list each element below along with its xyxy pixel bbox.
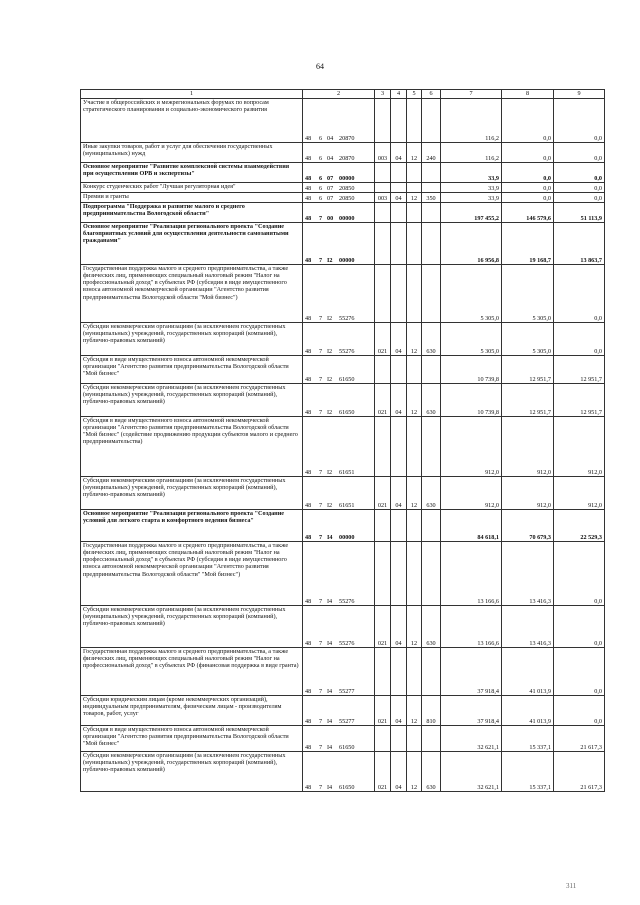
value-col7: 5 305,0 bbox=[441, 265, 502, 323]
table-row bbox=[81, 143, 605, 163]
code-part: 55276 bbox=[339, 347, 355, 355]
col5-cell: 12 bbox=[407, 752, 422, 792]
code-part: 07 bbox=[327, 184, 334, 192]
col6-cell bbox=[422, 183, 441, 193]
code-part: I2 bbox=[327, 347, 333, 355]
table-header-row bbox=[81, 90, 605, 99]
row-code bbox=[303, 606, 375, 648]
value-col8: 13 416,3 bbox=[502, 606, 554, 648]
col4-cell bbox=[391, 648, 407, 696]
code-part: 6 bbox=[319, 194, 323, 202]
table-row bbox=[81, 510, 605, 542]
value-col7: 116,2 bbox=[441, 143, 502, 163]
row-code bbox=[303, 183, 375, 193]
code-part: I4 bbox=[327, 533, 333, 541]
col6-cell bbox=[422, 417, 441, 477]
col5-cell bbox=[407, 163, 422, 183]
code-part: I4 bbox=[327, 783, 333, 791]
code-part: 7 bbox=[319, 783, 323, 791]
code-part: 04 bbox=[327, 134, 334, 142]
col6-cell bbox=[422, 726, 441, 752]
code-part: I4 bbox=[327, 639, 333, 647]
header-cell: 6 bbox=[422, 90, 441, 99]
row-code bbox=[303, 193, 375, 203]
col5-cell: 12 bbox=[407, 606, 422, 648]
code-part: 48 bbox=[305, 783, 312, 791]
code-part: 20870 bbox=[339, 134, 355, 142]
col3-cell bbox=[375, 417, 391, 477]
value-col8: 19 168,7 bbox=[502, 223, 554, 265]
col3-cell: 003 bbox=[375, 193, 391, 203]
value-col8: 5 305,0 bbox=[502, 265, 554, 323]
value-col9: 0,0 bbox=[554, 323, 605, 356]
col6-cell bbox=[422, 648, 441, 696]
col4-cell bbox=[391, 203, 407, 223]
row-code bbox=[303, 510, 375, 542]
row-code bbox=[303, 356, 375, 384]
page-number: 64 bbox=[316, 62, 324, 71]
row-name: Основное мероприятие "Реализация регионального проекта "Создание благоприятных условий для осуществления деятельности самозанятыми гражданами" bbox=[81, 223, 303, 265]
value-col7: 84 618,1 bbox=[441, 510, 502, 542]
value-col7: 5 305,0 bbox=[441, 323, 502, 356]
code-part: 00000 bbox=[339, 533, 355, 541]
value-col9: 0,0 bbox=[554, 696, 605, 726]
header-cell: 8 bbox=[502, 90, 554, 99]
col6-cell: 630 bbox=[422, 606, 441, 648]
code-part: 7 bbox=[319, 375, 323, 383]
code-part: 48 bbox=[305, 687, 312, 695]
code-part: 55276 bbox=[339, 597, 355, 605]
row-name: Основное мероприятие "Реализация регионального проекта "Создание условий для легкого старта и комфортного ведения бизнеса" bbox=[81, 510, 303, 542]
row-name: Подпрограмма "Поддержка и развитие малого и среднего предпринимательства Вологодской области" bbox=[81, 203, 303, 223]
col5-cell bbox=[407, 183, 422, 193]
table-row bbox=[81, 384, 605, 417]
col6-cell bbox=[422, 542, 441, 606]
col4-cell bbox=[391, 726, 407, 752]
col3-cell bbox=[375, 163, 391, 183]
col3-cell bbox=[375, 356, 391, 384]
row-code bbox=[303, 143, 375, 163]
col6-cell: 630 bbox=[422, 752, 441, 792]
col6-cell: 240 bbox=[422, 143, 441, 163]
code-part: 6 bbox=[319, 174, 323, 182]
col6-cell bbox=[422, 265, 441, 323]
header-cell: 4 bbox=[391, 90, 407, 99]
col4-cell bbox=[391, 510, 407, 542]
code-part: I2 bbox=[327, 375, 333, 383]
row-code bbox=[303, 752, 375, 792]
col3-cell bbox=[375, 223, 391, 265]
col5-cell: 12 bbox=[407, 143, 422, 163]
value-col7: 33,9 bbox=[441, 183, 502, 193]
value-col8: 5 305,0 bbox=[502, 323, 554, 356]
col4-cell bbox=[391, 223, 407, 265]
col4-cell: 04 bbox=[391, 323, 407, 356]
code-part: 7 bbox=[319, 501, 323, 509]
row-name: Субсидия в виде имущественного взноса автономной некоммерческой организации "Агентство развития предпринимательства Вологодской области "Мой бизнес" (содействие продвижению продукции субъектов малого и среднего предпринимательства) bbox=[81, 417, 303, 477]
row-name: Конкурс студенческих работ "Лучшая регуляторная идея" bbox=[81, 183, 303, 193]
col5-cell: 12 bbox=[407, 477, 422, 510]
value-col9: 21 617,3 bbox=[554, 752, 605, 792]
row-name: Субсидии юридическим лицам (кроме некоммерческих организаций), индивидуальным предпринимателям, физическим лицам - производителям товаров, работ, услуг bbox=[81, 696, 303, 726]
row-code bbox=[303, 726, 375, 752]
col5-cell bbox=[407, 203, 422, 223]
value-col8: 70 679,3 bbox=[502, 510, 554, 542]
table-row bbox=[81, 542, 605, 606]
col5-cell bbox=[407, 542, 422, 606]
col5-cell bbox=[407, 265, 422, 323]
col3-cell bbox=[375, 265, 391, 323]
code-part: 07 bbox=[327, 194, 334, 202]
value-col8: 0,0 bbox=[502, 99, 554, 143]
value-col9: 912,0 bbox=[554, 477, 605, 510]
value-col8: 912,0 bbox=[502, 417, 554, 477]
code-part: I4 bbox=[327, 717, 333, 725]
col3-cell: 021 bbox=[375, 477, 391, 510]
code-part: 7 bbox=[319, 314, 323, 322]
code-part: I2 bbox=[327, 408, 333, 416]
header-cell: 3 bbox=[375, 90, 391, 99]
col4-cell bbox=[391, 356, 407, 384]
row-code bbox=[303, 417, 375, 477]
col4-cell bbox=[391, 542, 407, 606]
col6-cell: 630 bbox=[422, 477, 441, 510]
code-part: I4 bbox=[327, 743, 333, 751]
value-col7: 912,0 bbox=[441, 417, 502, 477]
code-part: 00000 bbox=[339, 214, 355, 222]
col5-cell bbox=[407, 356, 422, 384]
col3-cell: 021 bbox=[375, 696, 391, 726]
code-part: 7 bbox=[319, 214, 323, 222]
row-code bbox=[303, 223, 375, 265]
code-part: 55277 bbox=[339, 687, 355, 695]
code-part: 7 bbox=[319, 597, 323, 605]
value-col9: 51 113,9 bbox=[554, 203, 605, 223]
value-col8: 0,0 bbox=[502, 193, 554, 203]
row-code bbox=[303, 163, 375, 183]
value-col9: 0,0 bbox=[554, 265, 605, 323]
table-row bbox=[81, 606, 605, 648]
header-cell: 9 bbox=[554, 90, 605, 99]
col4-cell: 04 bbox=[391, 384, 407, 417]
value-col9: 12 951,7 bbox=[554, 356, 605, 384]
col6-cell bbox=[422, 203, 441, 223]
col5-cell bbox=[407, 510, 422, 542]
table-row bbox=[81, 223, 605, 265]
col3-cell: 021 bbox=[375, 323, 391, 356]
code-part: I2 bbox=[327, 501, 333, 509]
row-name: Государственная поддержка малого и среднего предпринимательства, а также физических лиц, применяющих специальный налоговый режим "Налог на профессиональный доход" в субъектах РФ (финансовая поддержка в виде гранта) bbox=[81, 648, 303, 696]
value-col7: 116,2 bbox=[441, 99, 502, 143]
value-col8: 13 416,3 bbox=[502, 542, 554, 606]
code-part: 7 bbox=[319, 743, 323, 751]
header-cell: 2 bbox=[303, 90, 375, 99]
col3-cell: 003 bbox=[375, 143, 391, 163]
row-name: Иные закупки товаров, работ и услуг для обеспечения государственных (муниципальных) нужд bbox=[81, 143, 303, 163]
col3-cell bbox=[375, 542, 391, 606]
col6-cell bbox=[422, 163, 441, 183]
value-col9: 22 529,3 bbox=[554, 510, 605, 542]
code-part: 7 bbox=[319, 256, 323, 264]
code-part: 61650 bbox=[339, 783, 355, 791]
row-name: Субсидии некоммерческим организациям (за исключением государственных (муниципальных) учреждений, государственных корпораций (компаний), публично-правовых компаний) bbox=[81, 384, 303, 417]
col3-cell: 021 bbox=[375, 384, 391, 417]
header-cell: 7 bbox=[441, 90, 502, 99]
value-col7: 912,0 bbox=[441, 477, 502, 510]
row-code bbox=[303, 323, 375, 356]
value-col7: 13 166,6 bbox=[441, 606, 502, 648]
code-part: I4 bbox=[327, 597, 333, 605]
value-col7: 37 918,4 bbox=[441, 696, 502, 726]
value-col9: 0,0 bbox=[554, 99, 605, 143]
code-part: 00000 bbox=[339, 174, 355, 182]
col4-cell: 04 bbox=[391, 696, 407, 726]
code-part: 55276 bbox=[339, 314, 355, 322]
code-part: I4 bbox=[327, 687, 333, 695]
row-code bbox=[303, 696, 375, 726]
col4-cell: 04 bbox=[391, 606, 407, 648]
value-col9: 0,0 bbox=[554, 542, 605, 606]
col5-cell: 12 bbox=[407, 193, 422, 203]
code-part: 55277 bbox=[339, 717, 355, 725]
col3-cell bbox=[375, 183, 391, 193]
code-part: 04 bbox=[327, 154, 334, 162]
value-col9: 0,0 bbox=[554, 163, 605, 183]
table-row bbox=[81, 726, 605, 752]
value-col9: 13 863,7 bbox=[554, 223, 605, 265]
code-part: I2 bbox=[327, 468, 333, 476]
table-row bbox=[81, 99, 605, 143]
corner-mark: 311 bbox=[566, 882, 577, 890]
row-name: Субсидия в виде имущественного взноса автономной некоммерческой организации "Агентство развития предпринимательства Вологодской области "Мой бизнес" bbox=[81, 726, 303, 752]
table-row bbox=[81, 323, 605, 356]
col5-cell bbox=[407, 648, 422, 696]
code-part: 61651 bbox=[339, 468, 355, 476]
value-col7: 16 956,8 bbox=[441, 223, 502, 265]
code-part: 48 bbox=[305, 533, 312, 541]
col4-cell: 04 bbox=[391, 193, 407, 203]
value-col7: 197 455,2 bbox=[441, 203, 502, 223]
header-cell: 5 bbox=[407, 90, 422, 99]
row-name: Субсидии некоммерческим организациям (за исключением государственных (муниципальных) учреждений, государственных корпораций (компаний), публично-правовых компаний) bbox=[81, 477, 303, 510]
col6-cell: 630 bbox=[422, 384, 441, 417]
code-part: 48 bbox=[305, 184, 312, 192]
code-part: 20870 bbox=[339, 154, 355, 162]
value-col7: 32 621,1 bbox=[441, 752, 502, 792]
table-row bbox=[81, 356, 605, 384]
code-part: 48 bbox=[305, 134, 312, 142]
col6-cell bbox=[422, 99, 441, 143]
value-col9: 12 951,7 bbox=[554, 384, 605, 417]
code-part: 48 bbox=[305, 214, 312, 222]
row-name: Государственная поддержка малого и среднего предпринимательства, а также физических лиц, применяющих специальный налоговый режим "Налог на профессиональный доход" в субъектах РФ (субсидия в виде имущественного взноса автономной некоммерческой организации "Агентство развития предпринимательства Вологодской области" "Мой бизнес") bbox=[81, 542, 303, 606]
table-row bbox=[81, 648, 605, 696]
col3-cell bbox=[375, 99, 391, 143]
table-row bbox=[81, 417, 605, 477]
row-name: Государственная поддержка малого и среднего предпринимательства, а также физических лиц, применяющих специальный налоговый режим "Налог на профессиональный доход" в субъектах РФ (субсидия в виде имущественного взноса автономной некоммерческой организации "Агентство развития предпринимательства Вологодской области "Мой бизнес") bbox=[81, 265, 303, 323]
code-part: 55276 bbox=[339, 639, 355, 647]
code-part: 48 bbox=[305, 597, 312, 605]
table-row bbox=[81, 477, 605, 510]
col5-cell bbox=[407, 726, 422, 752]
table-row bbox=[81, 265, 605, 323]
value-col7: 33,9 bbox=[441, 193, 502, 203]
col4-cell: 04 bbox=[391, 752, 407, 792]
code-part: 07 bbox=[327, 174, 334, 182]
code-part: 61650 bbox=[339, 375, 355, 383]
row-code bbox=[303, 648, 375, 696]
value-col8: 146 579,6 bbox=[502, 203, 554, 223]
row-code bbox=[303, 477, 375, 510]
value-col7: 13 166,6 bbox=[441, 542, 502, 606]
code-part: 20850 bbox=[339, 194, 355, 202]
row-name: Участие в общероссийских и межрегиональных форумах по вопросам стратегического планирования и социально-экономического развития bbox=[81, 99, 303, 143]
code-part: 7 bbox=[319, 717, 323, 725]
value-col8: 912,0 bbox=[502, 477, 554, 510]
row-name: Премии и гранты bbox=[81, 193, 303, 203]
col5-cell: 12 bbox=[407, 384, 422, 417]
table-row bbox=[81, 193, 605, 203]
row-name: Субсидия в виде имущественного взноса автономной некоммерческой организации "Агентство развития предпринимательства Вологодской области "Мой бизнес" bbox=[81, 356, 303, 384]
value-col9: 0,0 bbox=[554, 183, 605, 193]
value-col8: 12 951,7 bbox=[502, 384, 554, 417]
header-cell: 1 bbox=[81, 90, 303, 99]
row-name: Субсидии некоммерческим организациям (за исключением государственных (муниципальных) учреждений, государственных корпораций (компаний), публично-правовых компаний) bbox=[81, 606, 303, 648]
value-col8: 0,0 bbox=[502, 183, 554, 193]
code-part: 48 bbox=[305, 717, 312, 725]
code-part: 6 bbox=[319, 154, 323, 162]
col3-cell bbox=[375, 203, 391, 223]
value-col7: 10 739,8 bbox=[441, 384, 502, 417]
value-col7: 32 621,1 bbox=[441, 726, 502, 752]
code-part: 48 bbox=[305, 501, 312, 509]
table-row bbox=[81, 163, 605, 183]
row-code bbox=[303, 542, 375, 606]
value-col8: 12 951,7 bbox=[502, 356, 554, 384]
value-col8: 15 337,1 bbox=[502, 752, 554, 792]
row-name: Субсидии некоммерческим организациям (за исключением государственных (муниципальных) учреждений, государственных корпораций (компаний), публично-правовых компаний) bbox=[81, 323, 303, 356]
value-col7: 33,9 bbox=[441, 163, 502, 183]
code-part: 48 bbox=[305, 743, 312, 751]
budget-table bbox=[80, 89, 605, 792]
col3-cell: 021 bbox=[375, 606, 391, 648]
col4-cell bbox=[391, 183, 407, 193]
code-part: I2 bbox=[327, 256, 333, 264]
col6-cell: 350 bbox=[422, 193, 441, 203]
code-part: 7 bbox=[319, 639, 323, 647]
code-part: 61651 bbox=[339, 501, 355, 509]
code-part: 48 bbox=[305, 347, 312, 355]
value-col9: 0,0 bbox=[554, 193, 605, 203]
col6-cell bbox=[422, 510, 441, 542]
table-row bbox=[81, 696, 605, 726]
row-name: Основное мероприятие "Развитие комплексной системы взаимодействия при осуществлении ОРВ и экспертизы" bbox=[81, 163, 303, 183]
table-row bbox=[81, 752, 605, 792]
row-code bbox=[303, 203, 375, 223]
value-col9: 0,0 bbox=[554, 648, 605, 696]
value-col9: 912,0 bbox=[554, 417, 605, 477]
code-part: 6 bbox=[319, 134, 323, 142]
col4-cell bbox=[391, 417, 407, 477]
value-col8: 15 337,1 bbox=[502, 726, 554, 752]
code-part: 48 bbox=[305, 639, 312, 647]
row-name: Субсидии некоммерческим организациям (за исключением государственных (муниципальных) учреждений, государственных корпораций (компаний), публично-правовых компаний) bbox=[81, 752, 303, 792]
code-part: 7 bbox=[319, 533, 323, 541]
col3-cell bbox=[375, 726, 391, 752]
code-part: 20850 bbox=[339, 184, 355, 192]
value-col8: 41 013,9 bbox=[502, 696, 554, 726]
col4-cell bbox=[391, 163, 407, 183]
col5-cell: 12 bbox=[407, 323, 422, 356]
col4-cell: 04 bbox=[391, 143, 407, 163]
code-part: 61650 bbox=[339, 408, 355, 416]
col3-cell bbox=[375, 510, 391, 542]
col4-cell bbox=[391, 265, 407, 323]
row-code bbox=[303, 384, 375, 417]
code-part: 48 bbox=[305, 256, 312, 264]
code-part: 7 bbox=[319, 468, 323, 476]
code-part: 6 bbox=[319, 184, 323, 192]
col4-cell: 04 bbox=[391, 477, 407, 510]
col4-cell bbox=[391, 99, 407, 143]
value-col8: 0,0 bbox=[502, 143, 554, 163]
code-part: 7 bbox=[319, 687, 323, 695]
value-col7: 37 918,4 bbox=[441, 648, 502, 696]
code-part: 48 bbox=[305, 174, 312, 182]
col6-cell: 810 bbox=[422, 696, 441, 726]
code-part: 7 bbox=[319, 347, 323, 355]
row-code bbox=[303, 99, 375, 143]
code-part: 61650 bbox=[339, 743, 355, 751]
code-part: 48 bbox=[305, 314, 312, 322]
code-part: 48 bbox=[305, 194, 312, 202]
value-col9: 0,0 bbox=[554, 143, 605, 163]
row-code bbox=[303, 265, 375, 323]
code-part: 48 bbox=[305, 375, 312, 383]
value-col9: 0,0 bbox=[554, 606, 605, 648]
code-part: I2 bbox=[327, 314, 333, 322]
col5-cell bbox=[407, 99, 422, 143]
col5-cell bbox=[407, 223, 422, 265]
col3-cell: 021 bbox=[375, 752, 391, 792]
col6-cell bbox=[422, 356, 441, 384]
value-col8: 0,0 bbox=[502, 163, 554, 183]
code-part: 48 bbox=[305, 468, 312, 476]
code-part: 7 bbox=[319, 408, 323, 416]
value-col8: 41 013,9 bbox=[502, 648, 554, 696]
value-col9: 21 617,3 bbox=[554, 726, 605, 752]
col5-cell: 12 bbox=[407, 696, 422, 726]
table-row bbox=[81, 183, 605, 193]
table-row bbox=[81, 203, 605, 223]
col6-cell: 630 bbox=[422, 323, 441, 356]
value-col7: 10 739,8 bbox=[441, 356, 502, 384]
col5-cell bbox=[407, 417, 422, 477]
col3-cell bbox=[375, 648, 391, 696]
code-part: 48 bbox=[305, 154, 312, 162]
col6-cell bbox=[422, 223, 441, 265]
code-part: 00 bbox=[327, 214, 334, 222]
code-part: 48 bbox=[305, 408, 312, 416]
code-part: 00000 bbox=[339, 256, 355, 264]
